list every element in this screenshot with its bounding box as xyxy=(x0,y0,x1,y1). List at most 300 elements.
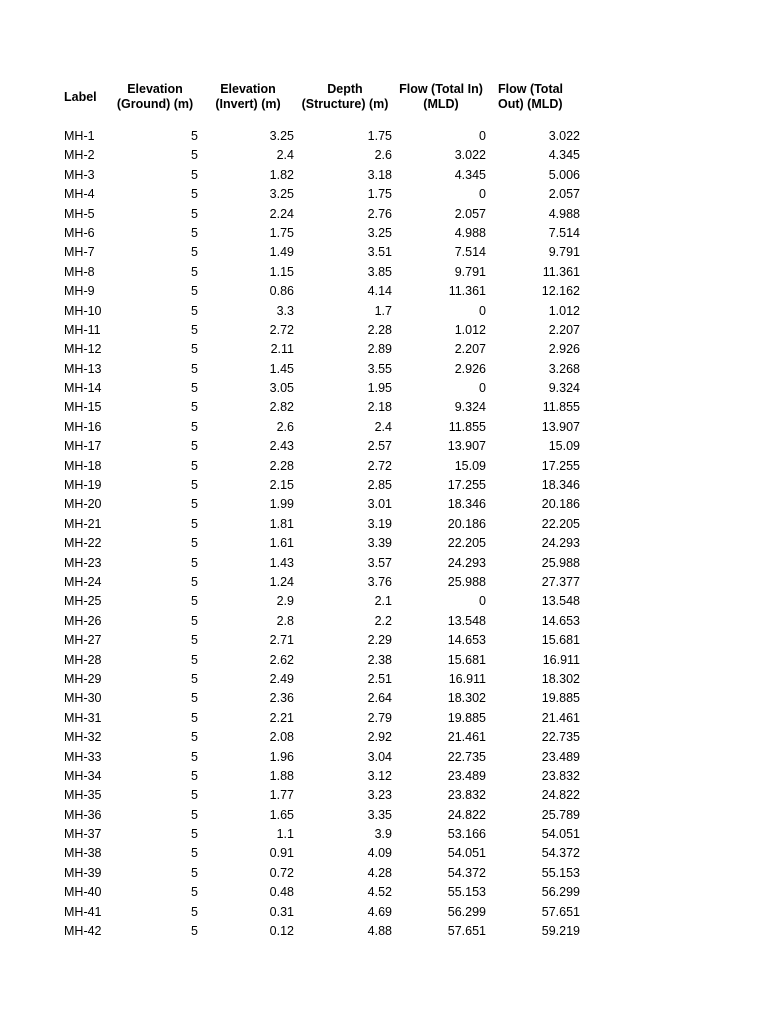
cell-label: MH-26 xyxy=(64,613,102,628)
table-row xyxy=(0,825,768,844)
cell-elevation-ground: 5 xyxy=(191,691,198,706)
cell-label: MH-15 xyxy=(64,400,102,415)
cell-label: MH-23 xyxy=(64,555,102,570)
cell-depth-structure: 2.28 xyxy=(367,322,392,337)
cell-depth-structure: 4.69 xyxy=(367,904,392,919)
cell-elevation-invert: 0.31 xyxy=(269,904,294,919)
cell-flow-total-in: 24.822 xyxy=(447,807,486,822)
cell-depth-structure: 3.57 xyxy=(367,555,392,570)
cell-flow-total-in: 0 xyxy=(479,594,486,609)
table-row xyxy=(0,748,768,767)
cell-depth-structure: 3.55 xyxy=(367,361,392,376)
cell-flow-total-in: 57.651 xyxy=(447,924,486,939)
cell-label: MH-39 xyxy=(64,865,102,880)
cell-depth-structure: 4.09 xyxy=(367,846,392,861)
cell-elevation-invert: 2.43 xyxy=(269,439,294,454)
cell-depth-structure: 2.64 xyxy=(367,691,392,706)
cell-depth-structure: 3.25 xyxy=(367,225,392,240)
table-row xyxy=(0,844,768,863)
cell-elevation-invert: 0.12 xyxy=(269,924,294,939)
cell-flow-total-in: 15.681 xyxy=(447,652,486,667)
header-elevation-invert-line1: Elevation xyxy=(220,82,276,96)
cell-elevation-invert: 2.11 xyxy=(270,342,294,357)
cell-depth-structure: 4.52 xyxy=(367,885,392,900)
cell-elevation-ground: 5 xyxy=(191,710,198,725)
cell-elevation-invert: 2.72 xyxy=(269,322,294,337)
cell-depth-structure: 1.75 xyxy=(367,187,392,202)
table-row xyxy=(0,302,768,321)
cell-flow-total-in: 19.885 xyxy=(447,710,486,725)
cell-depth-structure: 2.85 xyxy=(367,478,392,493)
cell-label: MH-9 xyxy=(64,284,95,299)
cell-flow-total-in: 22.735 xyxy=(447,749,486,764)
cell-label: MH-36 xyxy=(64,807,102,822)
cell-depth-structure: 2.89 xyxy=(367,342,392,357)
table-row xyxy=(0,263,768,282)
cell-elevation-invert: 3.05 xyxy=(269,381,294,396)
table-row xyxy=(0,515,768,534)
cell-label: MH-3 xyxy=(64,167,95,182)
header-flow-total-out-line2: Out) (MLD) xyxy=(498,97,563,111)
header-flow-total-in xyxy=(396,82,486,118)
cell-flow-total-out: 57.651 xyxy=(541,904,580,919)
cell-elevation-invert: 1.82 xyxy=(269,167,294,182)
cell-flow-total-out: 11.361 xyxy=(542,264,580,279)
header-depth-structure xyxy=(300,82,390,118)
table-row xyxy=(0,612,768,631)
cell-elevation-invert: 2.8 xyxy=(276,613,294,628)
cell-elevation-ground: 5 xyxy=(191,167,198,182)
table-row xyxy=(0,592,768,611)
cell-elevation-invert: 3.25 xyxy=(269,129,294,143)
cell-label: MH-29 xyxy=(64,671,102,686)
cell-elevation-ground: 5 xyxy=(191,846,198,861)
cell-elevation-ground: 5 xyxy=(191,342,198,357)
cell-flow-total-out: 20.186 xyxy=(541,497,580,512)
table-row xyxy=(0,495,768,514)
cell-flow-total-out: 3.022 xyxy=(548,129,580,143)
cell-elevation-ground: 5 xyxy=(191,788,198,803)
cell-label: MH-8 xyxy=(64,264,95,279)
cell-depth-structure: 3.35 xyxy=(367,807,392,822)
cell-flow-total-in: 24.293 xyxy=(447,555,486,570)
table-row xyxy=(0,321,768,340)
cell-label: MH-28 xyxy=(64,652,102,667)
cell-flow-total-in: 53.166 xyxy=(447,827,486,842)
cell-label: MH-1 xyxy=(64,129,95,143)
cell-elevation-ground: 5 xyxy=(191,206,198,221)
cell-elevation-invert: 1.81 xyxy=(269,516,294,531)
cell-flow-total-in: 54.372 xyxy=(447,865,486,880)
cell-flow-total-out: 15.09 xyxy=(548,439,580,454)
header-label-text: Label xyxy=(64,90,97,104)
cell-label: MH-27 xyxy=(64,633,102,648)
cell-flow-total-in: 23.489 xyxy=(447,768,486,783)
cell-depth-structure: 2.4 xyxy=(374,419,392,434)
cell-elevation-ground: 5 xyxy=(191,361,198,376)
header-elevation-ground-line2: (Ground) (m) xyxy=(116,97,194,111)
cell-elevation-invert: 2.15 xyxy=(269,478,294,493)
cell-label: MH-11 xyxy=(64,322,101,337)
cell-depth-structure: 3.04 xyxy=(367,749,392,764)
table-row xyxy=(0,883,768,902)
cell-depth-structure: 4.14 xyxy=(367,284,392,299)
cell-depth-structure: 2.6 xyxy=(374,148,392,163)
cell-elevation-ground: 5 xyxy=(191,458,198,473)
cell-flow-total-in: 11.361 xyxy=(448,284,486,299)
cell-flow-total-in: 20.186 xyxy=(447,516,486,531)
cell-elevation-ground: 5 xyxy=(191,633,198,648)
cell-flow-total-out: 12.162 xyxy=(541,284,580,299)
table-row xyxy=(0,340,768,359)
cell-label: MH-5 xyxy=(64,206,95,221)
cell-flow-total-out: 13.548 xyxy=(541,594,580,609)
cell-flow-total-out: 24.822 xyxy=(541,788,580,803)
cell-depth-structure: 3.39 xyxy=(367,536,392,551)
table-row xyxy=(0,573,768,592)
cell-flow-total-out: 4.988 xyxy=(548,206,580,221)
table-row xyxy=(0,282,768,301)
cell-elevation-ground: 5 xyxy=(191,904,198,919)
cell-elevation-ground: 5 xyxy=(191,594,198,609)
header-depth-structure-line1: Depth xyxy=(327,82,363,96)
cell-flow-total-in: 54.051 xyxy=(447,846,486,861)
cell-flow-total-out: 2.207 xyxy=(548,322,580,337)
table-row xyxy=(0,922,768,941)
cell-elevation-ground: 5 xyxy=(191,671,198,686)
cell-flow-total-out: 13.907 xyxy=(541,419,580,434)
cell-elevation-ground: 5 xyxy=(191,885,198,900)
cell-elevation-invert: 3.25 xyxy=(269,187,294,202)
table-row xyxy=(0,806,768,825)
cell-flow-total-in: 17.255 xyxy=(447,478,486,493)
cell-flow-total-in: 3.022 xyxy=(454,148,486,163)
cell-elevation-ground: 5 xyxy=(191,129,198,143)
cell-label: MH-25 xyxy=(64,594,102,609)
table-row xyxy=(0,476,768,495)
cell-flow-total-out: 55.153 xyxy=(541,865,580,880)
cell-elevation-invert: 1.43 xyxy=(269,555,294,570)
header-flow-total-in-line2: (MLD) xyxy=(423,97,459,111)
cell-elevation-ground: 5 xyxy=(191,225,198,240)
cell-flow-total-in: 55.153 xyxy=(447,885,486,900)
cell-flow-total-out: 17.255 xyxy=(541,458,580,473)
cell-label: MH-6 xyxy=(64,225,95,240)
cell-depth-structure: 3.18 xyxy=(367,167,392,182)
cell-elevation-invert: 2.36 xyxy=(269,691,294,706)
header-flow-total-out xyxy=(498,82,568,118)
cell-label: MH-12 xyxy=(64,342,102,357)
cell-flow-total-out: 2.926 xyxy=(548,342,580,357)
table-row xyxy=(0,127,768,146)
cell-elevation-invert: 3.3 xyxy=(276,303,294,318)
cell-flow-total-in: 2.057 xyxy=(454,206,486,221)
cell-elevation-invert: 2.28 xyxy=(269,458,294,473)
cell-elevation-ground: 5 xyxy=(191,419,198,434)
cell-elevation-invert: 2.49 xyxy=(269,671,294,686)
cell-elevation-invert: 2.24 xyxy=(269,206,294,221)
table-row xyxy=(0,205,768,224)
table-row xyxy=(0,418,768,437)
cell-elevation-ground: 5 xyxy=(191,284,198,299)
cell-flow-total-in: 18.302 xyxy=(447,691,486,706)
cell-label: MH-19 xyxy=(64,478,102,493)
cell-elevation-invert: 1.75 xyxy=(269,225,294,240)
header-depth-structure-line2: (Structure) (m) xyxy=(301,97,389,111)
cell-elevation-ground: 5 xyxy=(191,807,198,822)
cell-depth-structure: 2.18 xyxy=(367,400,392,415)
table-row xyxy=(0,689,768,708)
cell-flow-total-in: 0 xyxy=(479,129,486,143)
cell-flow-total-out: 9.324 xyxy=(548,381,580,396)
cell-elevation-invert: 2.9 xyxy=(276,594,294,609)
cell-flow-total-out: 9.791 xyxy=(548,245,580,260)
cell-elevation-ground: 5 xyxy=(191,497,198,512)
cell-flow-total-in: 23.832 xyxy=(447,788,486,803)
table-row xyxy=(0,903,768,922)
table-row xyxy=(0,670,768,689)
cell-label: MH-34 xyxy=(64,768,102,783)
cell-flow-total-in: 25.988 xyxy=(447,574,486,589)
table-row xyxy=(0,146,768,165)
cell-flow-total-out: 54.051 xyxy=(541,827,580,842)
cell-elevation-ground: 5 xyxy=(191,400,198,415)
cell-flow-total-out: 25.988 xyxy=(541,555,580,570)
table-row xyxy=(0,767,768,786)
cell-flow-total-in: 0 xyxy=(479,381,486,396)
cell-depth-structure: 2.79 xyxy=(367,710,392,725)
cell-depth-structure: 2.2 xyxy=(374,613,392,628)
header-elevation-ground-line1: Elevation xyxy=(127,82,183,96)
cell-depth-structure: 3.23 xyxy=(367,788,392,803)
cell-flow-total-in: 11.855 xyxy=(448,419,486,434)
cell-elevation-invert: 2.62 xyxy=(269,652,294,667)
cell-elevation-ground: 5 xyxy=(191,613,198,628)
table-row xyxy=(0,651,768,670)
cell-elevation-invert: 0.91 xyxy=(269,846,294,861)
cell-label: MH-16 xyxy=(64,419,102,434)
cell-elevation-ground: 5 xyxy=(191,322,198,337)
cell-depth-structure: 3.19 xyxy=(367,516,392,531)
table-body xyxy=(0,127,768,941)
cell-elevation-invert: 1.45 xyxy=(269,361,294,376)
cell-depth-structure: 1.7 xyxy=(374,303,392,318)
cell-label: MH-14 xyxy=(64,381,102,396)
cell-elevation-invert: 1.96 xyxy=(269,749,294,764)
cell-elevation-invert: 1.77 xyxy=(269,788,294,803)
table-row xyxy=(0,786,768,805)
cell-elevation-invert: 0.86 xyxy=(269,284,294,299)
cell-elevation-ground: 5 xyxy=(191,245,198,260)
cell-label: MH-33 xyxy=(64,749,102,764)
table-row xyxy=(0,554,768,573)
cell-elevation-ground: 5 xyxy=(191,439,198,454)
cell-depth-structure: 3.85 xyxy=(367,264,392,279)
cell-depth-structure: 3.51 xyxy=(367,245,392,260)
cell-depth-structure: 3.9 xyxy=(374,827,392,842)
cell-elevation-ground: 5 xyxy=(191,555,198,570)
cell-label: MH-17 xyxy=(64,439,102,454)
cell-flow-total-out: 18.302 xyxy=(541,671,580,686)
cell-depth-structure: 2.38 xyxy=(367,652,392,667)
table-row xyxy=(0,224,768,243)
cell-elevation-ground: 5 xyxy=(191,478,198,493)
cell-flow-total-in: 7.514 xyxy=(454,245,486,260)
table-row xyxy=(0,243,768,262)
cell-depth-structure: 3.01 xyxy=(367,497,392,512)
table-row xyxy=(0,185,768,204)
cell-flow-total-in: 16.911 xyxy=(448,671,486,686)
cell-label: MH-22 xyxy=(64,536,102,551)
cell-depth-structure: 2.1 xyxy=(374,594,392,609)
cell-flow-total-in: 4.988 xyxy=(454,225,486,240)
cell-depth-structure: 1.75 xyxy=(367,129,392,143)
cell-flow-total-in: 15.09 xyxy=(454,458,486,473)
cell-label: MH-21 xyxy=(64,516,102,531)
cell-label: MH-10 xyxy=(64,303,102,318)
cell-elevation-ground: 5 xyxy=(191,652,198,667)
cell-depth-structure: 1.95 xyxy=(367,381,392,396)
cell-elevation-ground: 5 xyxy=(191,749,198,764)
cell-elevation-invert: 2.4 xyxy=(276,148,294,163)
table-row xyxy=(0,360,768,379)
cell-flow-total-out: 15.681 xyxy=(541,633,580,648)
cell-flow-total-out: 11.855 xyxy=(542,400,580,415)
cell-label: MH-30 xyxy=(64,691,102,706)
cell-label: MH-31 xyxy=(64,710,102,725)
cell-depth-structure: 3.76 xyxy=(367,574,392,589)
cell-flow-total-out: 19.885 xyxy=(541,691,580,706)
cell-label: MH-40 xyxy=(64,885,102,900)
header-elevation-invert xyxy=(210,82,286,118)
cell-label: MH-37 xyxy=(64,827,102,842)
cell-flow-total-out: 4.345 xyxy=(548,148,580,163)
table-row xyxy=(0,166,768,185)
cell-flow-total-out: 54.372 xyxy=(541,846,580,861)
cell-elevation-ground: 5 xyxy=(191,768,198,783)
cell-flow-total-out: 22.735 xyxy=(541,730,580,745)
cell-flow-total-out: 2.057 xyxy=(548,187,580,202)
cell-flow-total-in: 9.791 xyxy=(454,264,486,279)
cell-flow-total-out: 27.377 xyxy=(541,574,580,589)
cell-label: MH-24 xyxy=(64,574,102,589)
cell-label: MH-35 xyxy=(64,788,102,803)
cell-label: MH-13 xyxy=(64,361,102,376)
cell-flow-total-in: 13.548 xyxy=(447,613,486,628)
table-row xyxy=(0,457,768,476)
table-row xyxy=(0,437,768,456)
cell-depth-structure: 2.57 xyxy=(367,439,392,454)
cell-flow-total-out: 7.514 xyxy=(548,225,580,240)
cell-elevation-invert: 1.65 xyxy=(269,807,294,822)
header-flow-total-out-line1: Flow (Total xyxy=(498,82,564,96)
cell-elevation-invert: 2.21 xyxy=(269,710,294,725)
cell-elevation-invert: 1.88 xyxy=(269,768,294,783)
cell-label: MH-20 xyxy=(64,497,102,512)
cell-flow-total-in: 0 xyxy=(479,303,486,318)
cell-depth-structure: 2.29 xyxy=(367,633,392,648)
cell-flow-total-in: 1.012 xyxy=(454,322,486,337)
cell-elevation-ground: 5 xyxy=(191,148,198,163)
cell-elevation-invert: 1.99 xyxy=(269,497,294,512)
table-header-row xyxy=(0,82,768,118)
cell-label: MH-18 xyxy=(64,458,102,473)
cell-flow-total-in: 9.324 xyxy=(454,400,486,415)
cell-label: MH-42 xyxy=(64,924,102,939)
cell-flow-total-out: 16.911 xyxy=(542,652,580,667)
cell-elevation-invert: 2.71 xyxy=(269,633,294,648)
cell-label: MH-38 xyxy=(64,846,102,861)
cell-elevation-invert: 1.1 xyxy=(276,827,294,842)
cell-elevation-ground: 5 xyxy=(191,187,198,202)
cell-elevation-ground: 5 xyxy=(191,574,198,589)
cell-flow-total-out: 22.205 xyxy=(541,516,580,531)
cell-flow-total-in: 18.346 xyxy=(447,497,486,512)
cell-elevation-ground: 5 xyxy=(191,303,198,318)
cell-elevation-invert: 2.08 xyxy=(269,730,294,745)
cell-elevation-invert: 1.24 xyxy=(269,574,294,589)
table-row xyxy=(0,864,768,883)
cell-elevation-ground: 5 xyxy=(191,516,198,531)
cell-label: MH-7 xyxy=(64,245,95,260)
cell-elevation-invert: 1.15 xyxy=(269,264,294,279)
cell-flow-total-out: 25.789 xyxy=(541,807,580,822)
cell-flow-total-out: 3.268 xyxy=(548,361,580,376)
header-flow-total-in-line1: Flow (Total In) xyxy=(399,82,483,96)
table-row xyxy=(0,631,768,650)
cell-elevation-ground: 5 xyxy=(191,264,198,279)
cell-flow-total-in: 13.907 xyxy=(447,439,486,454)
cell-flow-total-in: 21.461 xyxy=(447,730,486,745)
cell-flow-total-out: 5.006 xyxy=(548,167,580,182)
header-elevation-invert-line2: (Invert) (m) xyxy=(215,97,281,111)
cell-label: MH-4 xyxy=(64,187,95,202)
table-row xyxy=(0,728,768,747)
table-row xyxy=(0,534,768,553)
cell-flow-total-in: 2.207 xyxy=(454,342,486,357)
cell-depth-structure: 2.72 xyxy=(367,458,392,473)
cell-flow-total-in: 4.345 xyxy=(454,167,486,182)
cell-flow-total-out: 59.219 xyxy=(541,924,580,939)
cell-elevation-invert: 2.6 xyxy=(276,419,294,434)
cell-depth-structure: 2.92 xyxy=(367,730,392,745)
cell-elevation-ground: 5 xyxy=(191,924,198,939)
cell-flow-total-out: 56.299 xyxy=(541,885,580,900)
table-row xyxy=(0,709,768,728)
cell-label: MH-2 xyxy=(64,148,95,163)
cell-depth-structure: 3.12 xyxy=(367,768,392,783)
cell-elevation-ground: 5 xyxy=(191,865,198,880)
cell-depth-structure: 2.76 xyxy=(367,206,392,221)
cell-elevation-ground: 5 xyxy=(191,730,198,745)
cell-flow-total-out: 18.346 xyxy=(541,478,580,493)
table-row xyxy=(0,379,768,398)
cell-flow-total-out: 21.461 xyxy=(541,710,580,725)
cell-elevation-invert: 1.61 xyxy=(269,536,294,551)
cell-flow-total-in: 2.926 xyxy=(454,361,486,376)
cell-elevation-invert: 1.49 xyxy=(269,245,294,260)
cell-flow-total-out: 23.832 xyxy=(541,768,580,783)
table-row xyxy=(0,398,768,417)
cell-flow-total-in: 22.205 xyxy=(447,536,486,551)
cell-flow-total-in: 14.653 xyxy=(447,633,486,648)
cell-elevation-ground: 5 xyxy=(191,536,198,551)
cell-depth-structure: 4.88 xyxy=(367,924,392,939)
cell-label: MH-32 xyxy=(64,730,102,745)
cell-elevation-ground: 5 xyxy=(191,827,198,842)
header-label xyxy=(64,82,110,126)
cell-depth-structure: 2.51 xyxy=(367,671,392,686)
